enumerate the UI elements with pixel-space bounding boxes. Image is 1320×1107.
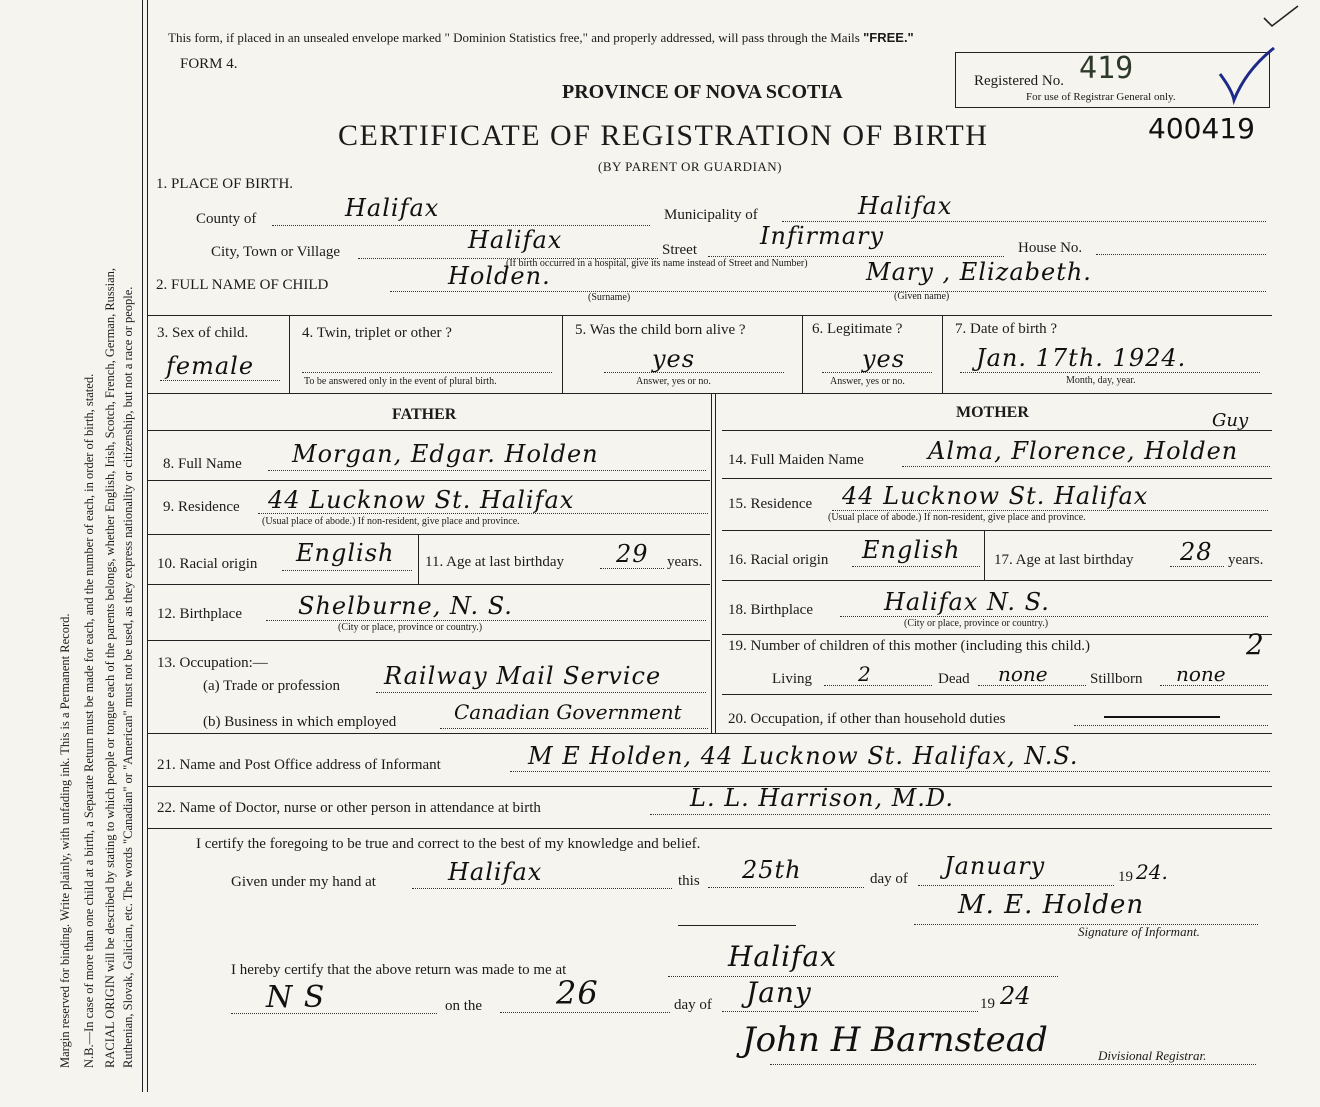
this-label: this <box>678 873 700 889</box>
registrar-use: For use of Registrar General only. <box>1026 91 1176 103</box>
father-birthplace-caption: (City or place, province or country.) <box>338 622 483 633</box>
place-of-birth-heading: 1. PLACE OF BIRTH. <box>156 176 294 192</box>
year-suffix: 24. <box>1136 860 1168 884</box>
county-label: County of <box>196 211 257 227</box>
mother-heading: MOTHER <box>956 404 1029 421</box>
father-birthplace-label: 12. Birthplace <box>157 606 242 622</box>
given-month: January <box>944 852 1046 880</box>
children-label: 19. Number of children of this mother (including this child.) <box>728 638 1091 654</box>
mother-name-correction: Guy <box>1212 410 1249 431</box>
given-label: Given under my hand at <box>231 874 376 890</box>
mother-birthplace-caption: (City or place, province or country.) <box>904 618 1049 629</box>
alive-value: yes <box>652 345 696 373</box>
sex-value: female <box>166 352 255 380</box>
father-residence-label: 9. Residence <box>163 499 240 515</box>
twin-note: To be answered only in the event of plural birth. <box>304 376 497 387</box>
stamp-number: 400419 <box>1148 112 1255 145</box>
father-race: English <box>296 539 395 567</box>
business-label: (b) Business in which employed <box>203 714 397 730</box>
municipality-value: Halifax <box>858 192 953 220</box>
trade-label: (a) Trade or profession <box>203 678 341 694</box>
sex-label: 3. Sex of child. <box>157 325 249 341</box>
registrar-day: 26 <box>556 974 599 1012</box>
municipality-label: Municipality of <box>664 207 758 223</box>
dob-value: Jan. 17th. 1924. <box>976 344 1187 372</box>
margin-note-racial-1: RACIAL ORIGIN will be described by stating to which people or tongue each of the parents belongs, whether English, Irish, Scotch, French, German, Russian, <box>103 267 117 1068</box>
on-the-label: on the <box>445 998 483 1014</box>
doctor-value: L. L. Harrison, M.D. <box>690 784 954 812</box>
registrar-year-suffix: 24 <box>1000 982 1031 1010</box>
mother-name: Alma, Florence, Holden <box>928 437 1239 465</box>
mother-race-label: 16. Racial origin <box>728 552 829 568</box>
informant-signature: M. E. Holden <box>958 890 1145 920</box>
stillborn-value: none <box>1176 662 1226 686</box>
certificate-subtitle: (BY PARENT OR GUARDIAN) <box>598 159 783 174</box>
child-given-name: Mary , Elizabeth. <box>866 258 1092 286</box>
living-label: Living <box>772 671 812 687</box>
margin-note-nb: N.B.—In case of more than one child at a birth, a Separate Return must be made for each, and the number of each, in order of birth, stated. <box>82 373 96 1068</box>
dob-label: 7. Date of birth ? <box>955 321 1058 337</box>
twin-label: 4. Twin, triplet or other ? <box>302 325 452 341</box>
margin-note-binding: Margin reserved for binding. Write plainly, with unfading ink. This is a Permanent Record. <box>58 613 72 1068</box>
free-notice: This form, if placed in an unsealed envelope marked " Dominion Statistics free," and properly addressed, will pass through the Mails "FREE." <box>168 30 914 45</box>
tick-icon <box>1262 4 1302 32</box>
mother-years: years. <box>1228 552 1264 568</box>
children-total: 2 <box>1246 628 1265 661</box>
given-name-caption: (Given name) <box>894 291 950 302</box>
father-age: 29 <box>616 540 649 568</box>
hospital-note: (If birth occurred in a hospital, give its name instead of Street and Number) <box>506 258 808 269</box>
dob-caption: Month, day, year. <box>1066 375 1136 386</box>
checkmark-icon <box>1212 40 1282 110</box>
father-birthplace: Shelburne, N. S. <box>298 592 513 620</box>
registrar-caption: Divisional Registrar. <box>1098 1048 1207 1063</box>
mother-birthplace: Halifax N. S. <box>884 588 1050 616</box>
father-age-label: 11. Age at last birthday <box>425 554 564 570</box>
year-prefix: 19 <box>1118 869 1133 885</box>
registrar-year-prefix: 19 <box>980 996 995 1012</box>
margin-rule <box>142 0 143 1092</box>
father-residence: 44 Lucknow St. Halifax <box>268 486 575 514</box>
informant-value: M E Holden, 44 Lucknow St. Halifax, N.S. <box>528 742 1079 770</box>
mother-residence-caption: (Usual place of abode.) If non-resident, give place and province. <box>828 512 1086 523</box>
alive-label: 5. Was the child born alive ? <box>575 322 746 338</box>
registered-number: 419 <box>1079 51 1134 86</box>
mother-age-label: 17. Age at last birthday <box>994 552 1134 568</box>
registered-label: Registered No. <box>974 73 1064 89</box>
business-value: Canadian Government <box>454 700 682 724</box>
margin-rule-inner <box>147 0 148 1092</box>
province-title: PROVINCE OF NOVA SCOTIA <box>562 81 843 103</box>
legitimate-value: yes <box>862 345 906 373</box>
mother-age: 28 <box>1180 538 1213 566</box>
father-heading: FATHER <box>392 406 457 423</box>
margin-note-racial-2: Ruthenian, Slovak, Galician, etc. The words "Canadian" or "American" must not be used, as they express nationality or citizenship, but not a race or people. <box>121 286 135 1068</box>
registrar-place-2: N S <box>266 980 326 1015</box>
mother-residence: 44 Lucknow St. Halifax <box>842 482 1149 510</box>
surname-caption: (Surname) <box>588 292 631 303</box>
house-label: House No. <box>1018 240 1083 256</box>
alive-caption: Answer, yes or no. <box>636 376 711 387</box>
given-day: 25th <box>742 856 802 884</box>
registrar-dayof-label: day of <box>674 997 712 1013</box>
mother-name-label: 14. Full Maiden Name <box>728 452 864 468</box>
trade-value: Railway Mail Service <box>384 662 662 690</box>
registrar-signature: John H Barnstead <box>742 1020 1048 1060</box>
father-occupation-label: 13. Occupation:— <box>157 655 268 671</box>
dead-label: Dead <box>938 671 970 687</box>
father-name-label: 8. Full Name <box>163 456 242 472</box>
informant-label: 21. Name and Post Office address of Informant <box>157 757 441 773</box>
stillborn-label: Stillborn <box>1090 671 1143 687</box>
father-name: Morgan, Edgar. Holden <box>292 440 599 468</box>
doctor-label: 22. Name of Doctor, nurse or other person in attendance at birth <box>157 800 541 816</box>
mother-birthplace-label: 18. Birthplace <box>728 602 813 618</box>
dayof-label: day of <box>870 871 908 887</box>
street-value: Infirmary <box>760 222 885 250</box>
living-value: 2 <box>858 662 871 686</box>
street-label: Street <box>662 242 697 258</box>
city-label: City, Town or Village <box>211 244 341 260</box>
binding-margin <box>0 0 140 1107</box>
registrar-month: Jany <box>746 976 812 1009</box>
county-value: Halifax <box>345 194 440 222</box>
father-race-label: 10. Racial origin <box>157 556 258 572</box>
signature-caption: Signature of Informant. <box>1078 924 1200 939</box>
father-years: years. <box>667 554 703 570</box>
legitimate-label: 6. Legitimate ? <box>812 321 903 337</box>
mother-residence-label: 15. Residence <box>728 496 813 512</box>
given-place: Halifax <box>448 858 543 886</box>
form-number: FORM 4. <box>180 56 238 72</box>
certify-statement: I certify the foregoing to be true and correct to the best of my knowledge and belief. <box>196 836 701 852</box>
father-residence-caption: (Usual place of abode.) If non-resident, give place and province. <box>262 516 520 527</box>
child-surname: Holden. <box>448 262 551 290</box>
city-value: Halifax <box>468 226 563 254</box>
dead-value: none <box>998 662 1048 686</box>
certificate-title: CERTIFICATE OF REGISTRATION OF BIRTH <box>338 119 989 152</box>
mother-occupation-label: 20. Occupation, if other than household duties <box>728 711 1006 727</box>
mother-race: English <box>862 536 961 564</box>
registrar-statement: I hereby certify that the above return was made to me at <box>231 962 567 978</box>
registrar-place: Halifax <box>728 940 837 973</box>
child-name-label: 2. FULL NAME OF CHILD <box>156 277 329 293</box>
legitimate-caption: Answer, yes or no. <box>830 376 905 387</box>
